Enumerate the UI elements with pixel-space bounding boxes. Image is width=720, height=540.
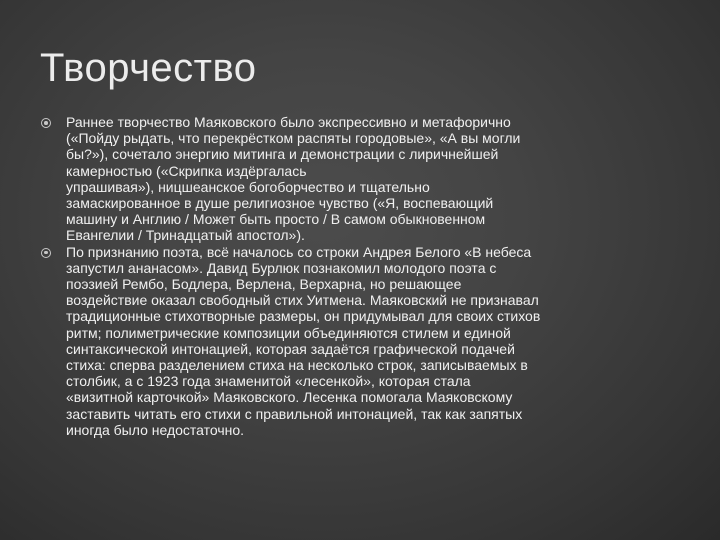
bullet-text: Раннее творчество Маяковского было экспрессивно и метафорично («Пойду рыдать, что перекрёстком распяты городовые», «А вы могли бы?»), сочетало энергию митинга и демонстрации с лиричнейшей камерностью («Скрипка издёргалась упрашивая»), ницшеанское богоборчество и тщательно замаскированное в душе религиозное чувство («Я, воспевающий машину и Англию / Может быть просто / В самом обыкновенном Евангелии / Тринадцатый апостол»). xyxy=(66,114,521,244)
bullet-item xyxy=(40,244,640,438)
bullet-text: По признанию поэта, всё началось со строки Андрея Белого «В небеса запустил ананасом». Давид Бурлюк познакомил молодого поэта с поэзией Рембо, Бодлера, Верлена, Верхарна, но решающее воздействие оказал свободный стих Уитмена. Маяковский не признавал традиционные стихотворные размеры, он придумывал для своих стихов ритм; полиметрические композиции объединяются стилем и единой синтаксической интонацией, которая задаётся графической подачей стиха: сперва разделением стиха на несколько строк, записываемых в столбик, а с 1923 года знаменитой «лесенкой», которая стала «визитной карточкой» Маяковского. Лесенка помогала Маяковскому заставить читать его стихи с правильной интонацией, так как запятых иногда было недостаточно. xyxy=(66,243,541,438)
circle-bullet-icon xyxy=(41,118,51,128)
slide-content xyxy=(40,114,640,438)
slide-title: Творчество xyxy=(40,46,257,90)
bullet-item xyxy=(40,114,640,244)
circle-bullet-icon xyxy=(41,248,51,258)
